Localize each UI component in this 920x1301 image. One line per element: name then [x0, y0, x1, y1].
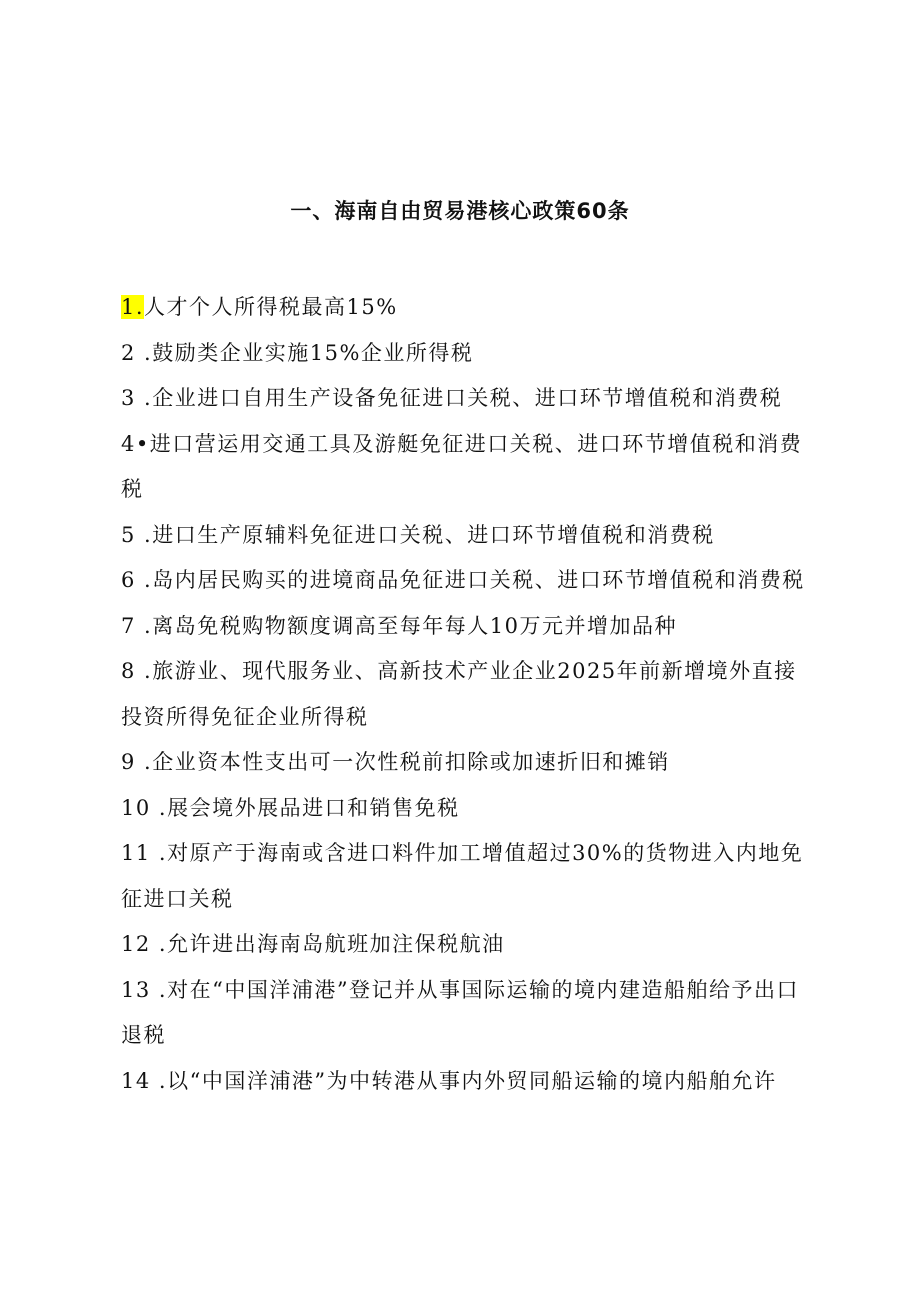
- item-number: 4•: [121, 431, 150, 456]
- item-number: 10 .: [121, 795, 168, 820]
- list-item: [121, 331, 811, 377]
- item-text: 企业进口自用生产设备免征进口关税、进口环节增值税和消费税: [152, 386, 783, 410]
- item-text: 以“中国洋浦港”为中转港从事内外贸同船运输的境内船舶允许: [167, 1068, 777, 1093]
- policy-list: [121, 285, 811, 1104]
- item-text: 对在“中国洋浦港”登记并从事国际运输的境内建造船舶给予出口退税: [121, 977, 800, 1047]
- item-text: 企业资本性支出可一次性税前扣除或加速折旧和摊销: [152, 750, 670, 774]
- item-number: 6 .: [121, 568, 153, 592]
- item-text: 旅游业、现代服务业、高新技术产业企业2025年前新增境外直接投资所得免征企业所得税: [121, 659, 797, 729]
- item-text: 鼓励类企业实施15%企业所得税: [152, 340, 474, 365]
- list-item: [121, 922, 811, 968]
- item-text: 对原产于海南或含进口料件加工增值超过30%的货物进入内地免征进口关税: [121, 841, 804, 911]
- list-item: [121, 513, 811, 559]
- item-number: 14 .: [121, 1068, 168, 1093]
- document-title: 一、海南自由贸易港核心政策60条: [290, 199, 630, 223]
- item-number: 2 .: [121, 340, 153, 365]
- item-number: 13 .: [121, 977, 168, 1002]
- item-number: 3 .: [121, 386, 153, 410]
- list-item: [121, 422, 811, 513]
- list-item: [121, 558, 811, 604]
- list-item: [121, 1059, 811, 1105]
- item-number: 5 .: [121, 522, 153, 547]
- list-item: [121, 604, 811, 650]
- item-text: 岛内居民购买的进境商品免征进口关税、进口环节增值税和消费税: [152, 568, 805, 592]
- item-text: 允许进出海南岛航班加注保税航油: [167, 932, 505, 956]
- item-text: 人才个人所得税最高15%: [144, 295, 398, 319]
- list-item: [121, 376, 811, 422]
- item-number: 1.: [121, 295, 145, 319]
- list-item: [121, 968, 811, 1059]
- item-number: 9 .: [121, 750, 153, 774]
- item-text: 离岛免税购物额度调高至每年每人10万元并增加品种: [152, 613, 677, 638]
- item-number: 12 .: [121, 932, 168, 956]
- list-item: [121, 649, 811, 740]
- item-number: 7 .: [121, 613, 153, 638]
- list-item: [121, 786, 811, 832]
- item-text: 进口生产原辅料免征进口关税、进口环节增值税和消费税: [152, 522, 715, 547]
- item-text: 进口营运用交通工具及游艇免征进口关税、进口环节增值税和消费税: [121, 431, 803, 501]
- item-number: 11 .: [121, 841, 168, 865]
- list-item: [121, 831, 811, 922]
- item-number: 8 .: [121, 659, 153, 683]
- list-item: [121, 740, 811, 786]
- list-item: [121, 285, 811, 331]
- item-text: 展会境外展品进口和销售免税: [167, 795, 460, 820]
